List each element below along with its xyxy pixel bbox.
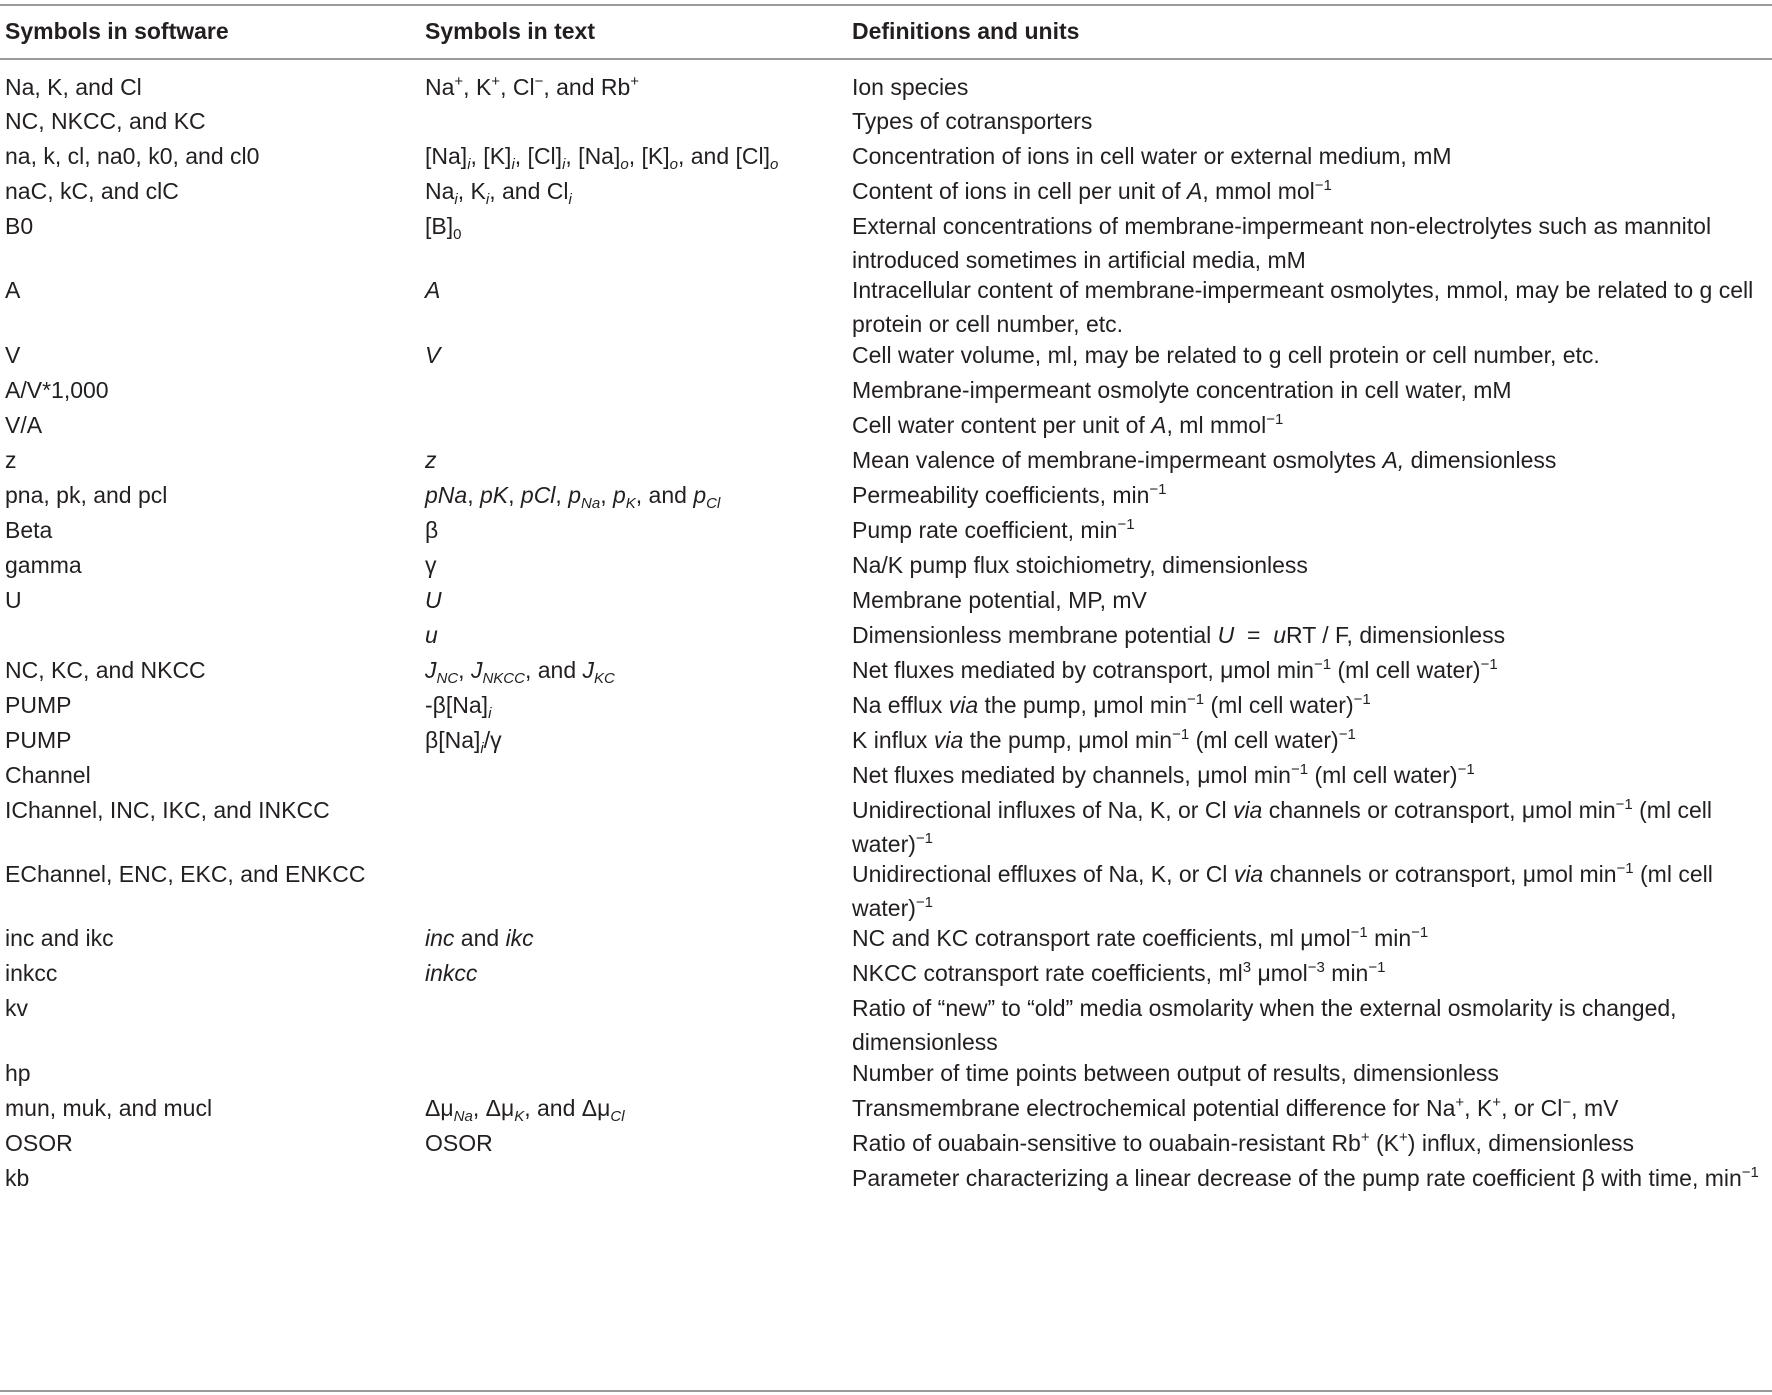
cell-symbol-text: $[B]_0$ [425, 213, 462, 243]
cell-symbol-software: z [5, 447, 17, 473]
table-bottom-rule [0, 1390, 1772, 1392]
cell-symbol-text: z [425, 447, 437, 473]
cell-symbol-software: kv [5, 995, 28, 1021]
header-definitions-and-units: Definitions and units [852, 18, 1080, 44]
cell-symbol-text: $[Na]_i$, $[K]_i$, $[Cl]_i$, $[Na]_o$, $[K]_o$, and $[Cl]_o$ [425, 143, 779, 173]
cell-definition: Pump rate coefficient, $\min^{-1}$ [852, 516, 1135, 543]
cell-definition: Intracellular content of membrane-impermeant osmolytes, mmol, may be related to g cell protein or cell number, etc. [852, 277, 1754, 337]
cell-definition: Unidirectional influxes of Na, K, or Cl via channels or cotransport, μmol $\min^{-1} (ml$ cell water)$^{-1}$ [852, 796, 1712, 857]
cell-symbol-software: Beta [5, 517, 53, 543]
cell-definition: Types of cotransporters [852, 108, 1093, 134]
cell-symbol-software: A [5, 277, 21, 303]
cell-definition: Concentration of ions in cell water or external medium, mM [852, 143, 1452, 169]
cell-symbol-software: A/V*1,000 [5, 377, 109, 403]
cell-symbol-software: inc and ikc [5, 925, 114, 951]
table-header-rule [0, 58, 1772, 60]
cell-symbol-text: V [425, 342, 441, 368]
cell-definition: Unidirectional effluxes of Na, K, or Cl via channels or cotransport, μmol $\min^{-1} (ml$ cell water)$^{-1}$ [852, 860, 1713, 921]
cell-symbol-software: PUMP [5, 727, 72, 753]
cell-symbol-software: Na, K, and Cl [5, 74, 142, 100]
cell-symbol-text: OSOR [425, 1130, 493, 1156]
cell-definition: Cell water volume, ml, may be related to g cell protein or cell number, etc. [852, 342, 1600, 368]
cell-symbol-text: pNa, pK, pCl, $p_{Na}$, $p_K$, and $p_{Cl}$ [425, 482, 721, 512]
cell-definition: Na efflux via the pump, μmol $\min^{-1} (ml$ cell water)$^{-1}$ [852, 691, 1371, 718]
cell-symbol-software: na, k, cl, na0, k0, and cl0 [5, 143, 260, 169]
cell-symbol-text: u [425, 622, 438, 648]
cell-definition: Ratio of ouabain-sensitive to ouabain-resistant Rb+ (K+) influx, dimensionless [852, 1129, 1635, 1156]
cell-symbol-text: β [425, 517, 439, 543]
cell-symbol-software: pna, pk, and pcl [5, 482, 168, 508]
cell-symbol-text: $Na_i$, $K_i$, and $Cl_i$ [425, 178, 572, 208]
cell-symbol-software: PUMP [5, 692, 72, 718]
cell-symbol-text: $\beta[Na]_i/\gamma$ [425, 727, 502, 757]
cell-symbol-text: $\Delta\mu_{Na}$, $\Delta\mu_K$, and $\Delta\mu_{Cl}$ [425, 1095, 625, 1125]
cell-symbol-software: NC, KC, and NKCC [5, 657, 206, 683]
cell-symbol-text: U [425, 587, 442, 613]
table-top-rule [0, 4, 1772, 6]
cell-definition: Ratio of “new” to “old” media osmolarity when the external osmolarity is changed, dimensionless [852, 995, 1677, 1055]
cell-symbol-software: mun, muk, and mucl [5, 1095, 213, 1121]
cell-definition: K influx via the pump, μmol $\min^{-1} (ml$ cell water)$^{-1}$ [852, 726, 1356, 753]
cell-symbol-text: $-\beta[Na]_i$ [425, 692, 492, 722]
cell-symbol-software: naC, kC, and clC [5, 178, 179, 204]
header-symbols-in-software: Symbols in software [5, 18, 229, 44]
cell-definition: Ion species [852, 74, 969, 100]
cell-symbol-text: γ [425, 552, 437, 578]
cell-symbol-text: inc and ikc [425, 925, 534, 951]
cell-definition: Number of time points between output of results, dimensionless [852, 1060, 1499, 1086]
cell-symbol-software: hp [5, 1060, 31, 1086]
cell-definition: Permeability coefficients, $\min^{-1}$ [852, 481, 1167, 508]
cell-definition: Cell water content per unit of A, ml mmol$^{-1}$ [852, 411, 1284, 438]
cell-symbol-software: inkcc [5, 960, 58, 986]
cell-definition: Membrane potential, MP, mV [852, 587, 1147, 613]
cell-definition: Parameter characterizing a linear decrease of the pump rate coefficient β with time, $\min^{-1}$ [852, 1164, 1759, 1191]
cell-symbol-software: OSOR [5, 1130, 73, 1156]
cell-symbol-software: V [5, 342, 21, 368]
cell-symbol-software: Channel [5, 762, 91, 788]
cell-definition: External concentrations of membrane-impermeant non-electrolytes such as mannitol introduced sometimes in artificial media, mM [852, 213, 1712, 273]
cell-definition: NC and KC cotransport rate coefficients, ml μmol$^{-1}$ $\min^{-1}$ [852, 924, 1429, 951]
cell-symbol-text: inkcc [425, 960, 478, 986]
cell-definition: NKCC cotransport rate coefficients, $ml^3$ μmol$^{-3}$ $\min^{-1}$ [852, 959, 1386, 986]
cell-symbol-software: EChannel, ENC, EKC, and ENKCC [5, 861, 366, 887]
cell-definition: Dimensionless membrane potential U = uRT / F, dimensionless [852, 622, 1506, 648]
cell-definition: Net fluxes mediated by channels, μmol $\min^{-1} (ml$ cell water)$^{-1}$ [852, 761, 1475, 788]
cell-symbol-software: IChannel, INC, IKC, and INKCC [5, 797, 330, 823]
cell-symbol-text: $J_{NC}$, $J_{NKCC}$, and $J_{KC}$ [425, 657, 615, 687]
cell-definition: Na/K pump flux stoichiometry, dimensionless [852, 552, 1308, 578]
cell-symbol-software: gamma [5, 552, 82, 578]
cell-symbol-software: NC, NKCC, and KC [5, 108, 206, 134]
cell-symbol-software: kb [5, 1165, 30, 1191]
cell-symbol-software: B0 [5, 213, 34, 239]
cell-definition: Mean valence of membrane-impermeant osmolytes A, dimensionless [852, 447, 1557, 473]
header-symbols-in-text: Symbols in text [425, 18, 595, 44]
cell-symbol-text: A [425, 277, 441, 303]
cell-definition: Content of ions in cell per unit of A, mmol mol$^{-1}$ [852, 177, 1332, 204]
cell-definition: Net fluxes mediated by cotransport, μmol $\min^{-1} (ml$ cell water)$^{-1}$ [852, 656, 1498, 683]
cell-symbol-software: U [5, 587, 22, 613]
cell-definition: Transmembrane electrochemical potential difference for Na+, K+, or Cl−, mV [852, 1094, 1619, 1121]
cell-symbol-text: Na+, K+, Cl−, and Rb+ [425, 73, 640, 100]
cell-symbol-software: V/A [5, 412, 43, 438]
cell-definition: Membrane-impermeant osmolyte concentration in cell water, mM [852, 377, 1512, 403]
